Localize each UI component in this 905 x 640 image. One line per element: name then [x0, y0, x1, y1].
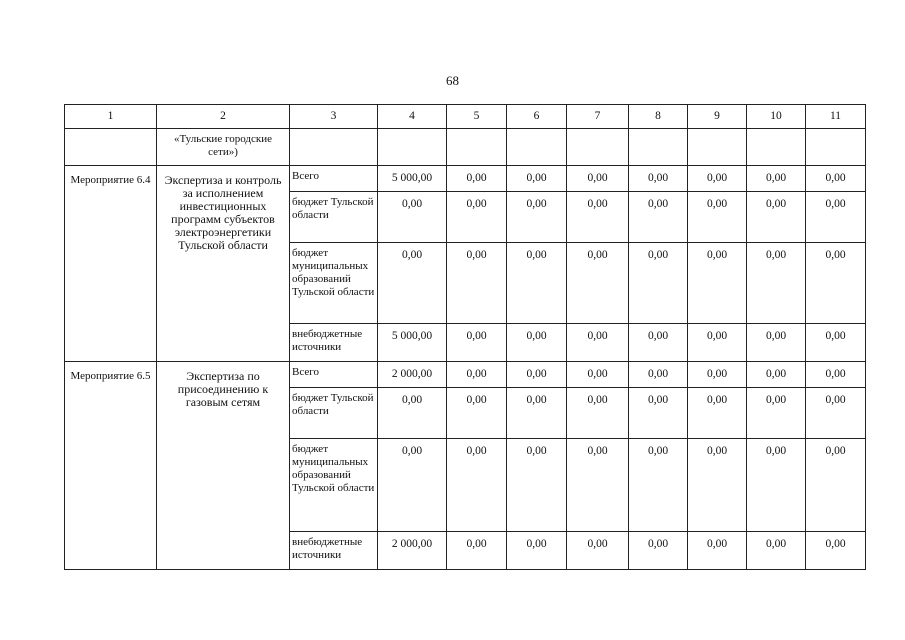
- column-header: 9: [688, 105, 747, 129]
- continuation-text: «Тульские городские сети»): [157, 129, 290, 166]
- funding-source: Всего: [290, 362, 378, 388]
- amount-cell: 0,00: [447, 362, 507, 388]
- amount-cell: 0,00: [747, 439, 806, 532]
- amount-cell: 0,00: [688, 388, 747, 439]
- empty-cell: [290, 129, 378, 166]
- amount-cell: 0,00: [747, 388, 806, 439]
- column-header: 7: [567, 105, 629, 129]
- amount-cell: 0,00: [507, 439, 567, 532]
- amount-cell: 0,00: [378, 388, 447, 439]
- empty-cell: [806, 129, 866, 166]
- funding-source: Всего: [290, 166, 378, 192]
- amount-cell: 0,00: [806, 388, 866, 439]
- amount-cell: 0,00: [688, 324, 747, 362]
- amount-cell: 0,00: [447, 192, 507, 243]
- funding-source: бюджет Тульской области: [290, 388, 378, 439]
- amount-cell: 0,00: [806, 166, 866, 192]
- amount-cell: 0,00: [629, 243, 688, 324]
- empty-cell: [65, 129, 157, 166]
- amount-cell: 0,00: [507, 166, 567, 192]
- amount-cell: 0,00: [378, 192, 447, 243]
- table-row: [65, 166, 866, 192]
- empty-cell: [688, 129, 747, 166]
- amount-cell: 0,00: [567, 532, 629, 570]
- amount-cell: 0,00: [806, 532, 866, 570]
- column-header: 4: [378, 105, 447, 129]
- amount-cell: 0,00: [507, 362, 567, 388]
- page-number: 68: [446, 73, 459, 88]
- amount-cell: 0,00: [747, 362, 806, 388]
- amount-cell: 0,00: [747, 166, 806, 192]
- empty-cell: [629, 129, 688, 166]
- budget-table: [64, 104, 866, 570]
- column-header: 1: [65, 105, 157, 129]
- amount-cell: 0,00: [447, 166, 507, 192]
- amount-cell: 0,00: [688, 362, 747, 388]
- amount-cell: 0,00: [629, 532, 688, 570]
- amount-cell: 0,00: [629, 439, 688, 532]
- amount-cell: 0,00: [447, 388, 507, 439]
- amount-cell: 0,00: [747, 532, 806, 570]
- amount-cell: 0,00: [447, 243, 507, 324]
- amount-cell: 0,00: [806, 324, 866, 362]
- amount-cell: 0,00: [507, 243, 567, 324]
- amount-cell: 0,00: [378, 439, 447, 532]
- amount-cell: 0,00: [747, 324, 806, 362]
- measure-id: Мероприятие 6.5: [65, 362, 157, 570]
- funding-source: внебюджетные источники: [290, 324, 378, 362]
- amount-cell: 2 000,00: [378, 532, 447, 570]
- column-header: 10: [747, 105, 806, 129]
- amount-cell: 0,00: [567, 192, 629, 243]
- empty-cell: [447, 129, 507, 166]
- amount-cell: 0,00: [507, 192, 567, 243]
- empty-cell: [378, 129, 447, 166]
- amount-cell: 0,00: [688, 532, 747, 570]
- table-row: [65, 362, 866, 388]
- funding-source: бюджет муниципальных образований Тульской области: [290, 243, 378, 324]
- column-header: 11: [806, 105, 866, 129]
- funding-source: бюджет Тульской области: [290, 192, 378, 243]
- column-header: 5: [447, 105, 507, 129]
- amount-cell: 0,00: [747, 243, 806, 324]
- amount-cell: 0,00: [507, 532, 567, 570]
- amount-cell: 5 000,00: [378, 166, 447, 192]
- amount-cell: 0,00: [567, 166, 629, 192]
- column-number-row: [65, 105, 866, 129]
- column-header: 3: [290, 105, 378, 129]
- amount-cell: 0,00: [629, 388, 688, 439]
- amount-cell: 0,00: [688, 439, 747, 532]
- amount-cell: 0,00: [629, 324, 688, 362]
- amount-cell: 0,00: [688, 192, 747, 243]
- amount-cell: 0,00: [747, 192, 806, 243]
- amount-cell: 0,00: [567, 439, 629, 532]
- empty-cell: [747, 129, 806, 166]
- amount-cell: 0,00: [806, 192, 866, 243]
- amount-cell: 0,00: [447, 324, 507, 362]
- amount-cell: 2 000,00: [378, 362, 447, 388]
- empty-cell: [567, 129, 629, 166]
- amount-cell: 0,00: [567, 243, 629, 324]
- measure-id: Мероприятие 6.4: [65, 166, 157, 362]
- amount-cell: 0,00: [447, 532, 507, 570]
- amount-cell: 0,00: [507, 324, 567, 362]
- amount-cell: 0,00: [629, 166, 688, 192]
- amount-cell: 0,00: [567, 362, 629, 388]
- amount-cell: 0,00: [688, 166, 747, 192]
- amount-cell: 0,00: [629, 362, 688, 388]
- empty-cell: [507, 129, 567, 166]
- funding-source: внебюджетные источники: [290, 532, 378, 570]
- amount-cell: 0,00: [806, 243, 866, 324]
- measure-description: Экспертиза по присоединению к газовым сетям: [157, 362, 290, 570]
- amount-cell: 0,00: [447, 439, 507, 532]
- amount-cell: 0,00: [507, 388, 567, 439]
- column-header: 6: [507, 105, 567, 129]
- column-header: 2: [157, 105, 290, 129]
- amount-cell: 0,00: [378, 243, 447, 324]
- amount-cell: 0,00: [567, 324, 629, 362]
- amount-cell: 0,00: [688, 243, 747, 324]
- funding-source: бюджет муниципальных образований Тульской области: [290, 439, 378, 532]
- amount-cell: 0,00: [567, 388, 629, 439]
- amount-cell: 0,00: [806, 362, 866, 388]
- measure-description: Экспертиза и контроль за исполнением инвестиционных программ субъектов электроэнергетики Тульской области: [157, 166, 290, 362]
- amount-cell: 0,00: [806, 439, 866, 532]
- column-header: 8: [629, 105, 688, 129]
- amount-cell: 5 000,00: [378, 324, 447, 362]
- continuation-row: [65, 129, 866, 166]
- amount-cell: 0,00: [629, 192, 688, 243]
